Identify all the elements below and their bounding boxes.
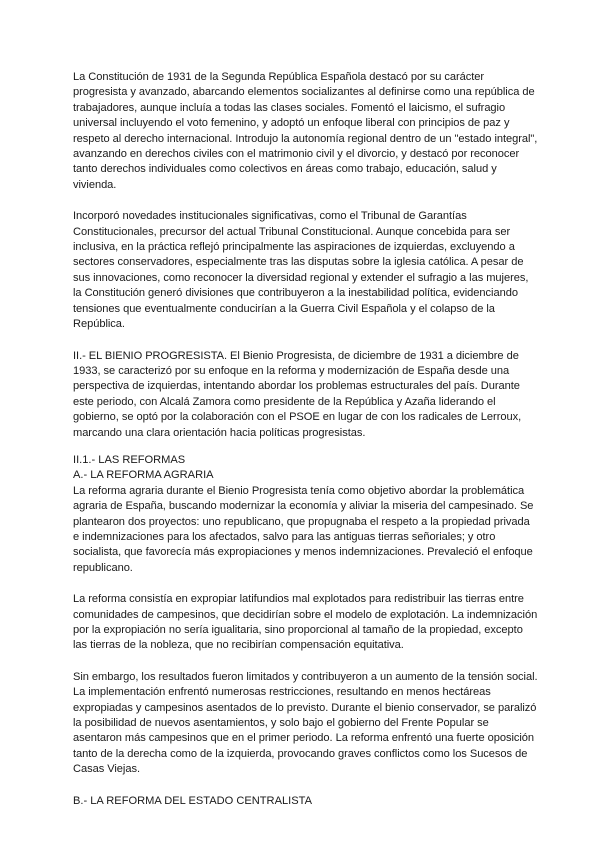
heading-reforma-agraria: A.- LA REFORMA AGRARIA bbox=[73, 469, 214, 482]
paragraph-constitucion-1931: La Constitución de 1931 de la Segunda República Española destacó por su carácter progresista y avanzado, abarcando elementos socializantes al definirse como una república de trabajadores, aunque incluía a todas las clases sociales. Fomentó el laicismo, el sufragio universal incluyendo el voto femenino, y adoptó un enfoque liberal con principios de paz y respeto al derecho internacional. Introdujo la autonomía regional dentro de un "estado integral", avanzando en derechos civiles con el matrimonio civil y el divorcio, y destacó por reconocer tanto derechos individuales como colectivos en áreas como trabajo, educación, salud y vivienda. bbox=[73, 71, 538, 191]
paragraph-bienio-progresista: II.- EL BIENIO PROGRESISTA. El Bienio Progresista, de diciembre de 1931 a diciembre de 1933, se caracterizó por su enfoque en la reforma y modernización de España desde una perspectiva de izquierdas, intentando abordar los problemas estructurales del país. Durante este periodo, con Alcalá Zamora como presidente de la República y Azaña liderando el gobierno, se optó por la colaboración con el PSOE en lugar de con los radicales de Lerroux, marcando una clara orientación hacia políticas progresistas. bbox=[73, 349, 522, 439]
paragraph-novedades-institucionales: Incorporó novedades institucionales significativas, como el Tribunal de Garantías Constitucionales, precursor del actual Tribunal Constitucional. Aunque concebida para ser inclusiva, en la práctica reflejó principalmente las aspiraciones de izquierdas, excluyendo a sectores conservadores, especialmente tras las disputas sobre la iglesia católica. A pesar de sus innovaciones, como reconocer la diversidad regional y extender el sufragio a las mujeres, la Constitución generó divisiones que contribuyeron a la inestabilidad política, evidenciando tensiones que eventualmente conducirían a la Guerra Civil Española y el colapso de la República. bbox=[73, 210, 529, 331]
heading-las-reformas: II.1.- LAS REFORMAS bbox=[73, 453, 186, 466]
paragraph-resultados-reforma: Sin embargo, los resultados fueron limitados y contribuyeron a un aumento de la tensión social. La implementación enfrentó numerosas restricciones, resultando en menos hectáreas expropiadas y campesinos asentados de lo previsto. Durante el bienio conservador, se paralizó la posibilidad de nuevos asentamientos, y solo bajo el gobierno del Frente Popular se asentaron más campesinos que en el primer periodo. La reforma enfrentó una fuerte oposición tanto de la derecha como de la izquierda, provocando graves conflictos como los Sucesos de Casas Viejas. bbox=[73, 670, 538, 776]
paragraph-reforma-agraria-objetivo: La reforma agraria durante el Bienio Progresista tenía como objetivo abordar la problemática agraria de España, buscando modernizar la economía y aliviar la miseria del campesinado. Se plantearon dos proyectos: uno republicano, que propugnaba el respeto a la propiedad privada e indemnizaciones para los afectados, salvo para las antiguas tierras señoriales; y otro socialista, que favorecía más expropiaciones y menos indemnizaciones. Prevaleció el enfoque republicano. bbox=[73, 484, 534, 574]
paragraph-reforma-expropiacion: La reforma consistía en expropiar latifundios mal explotados para redistribuir las tierras entre comunidades de campesinos, que decidirían sobre el modelo de explotación. La indemnización por la expropiación no sería igualitaria, sino proporcional al tamaño de la propiedad, excepto las tierras de la nobleza, que no recibirían compensación equitativa. bbox=[73, 593, 538, 652]
heading-reforma-estado-centralista: B.- LA REFORMA DEL ESTADO CENTRALISTA bbox=[73, 794, 312, 807]
